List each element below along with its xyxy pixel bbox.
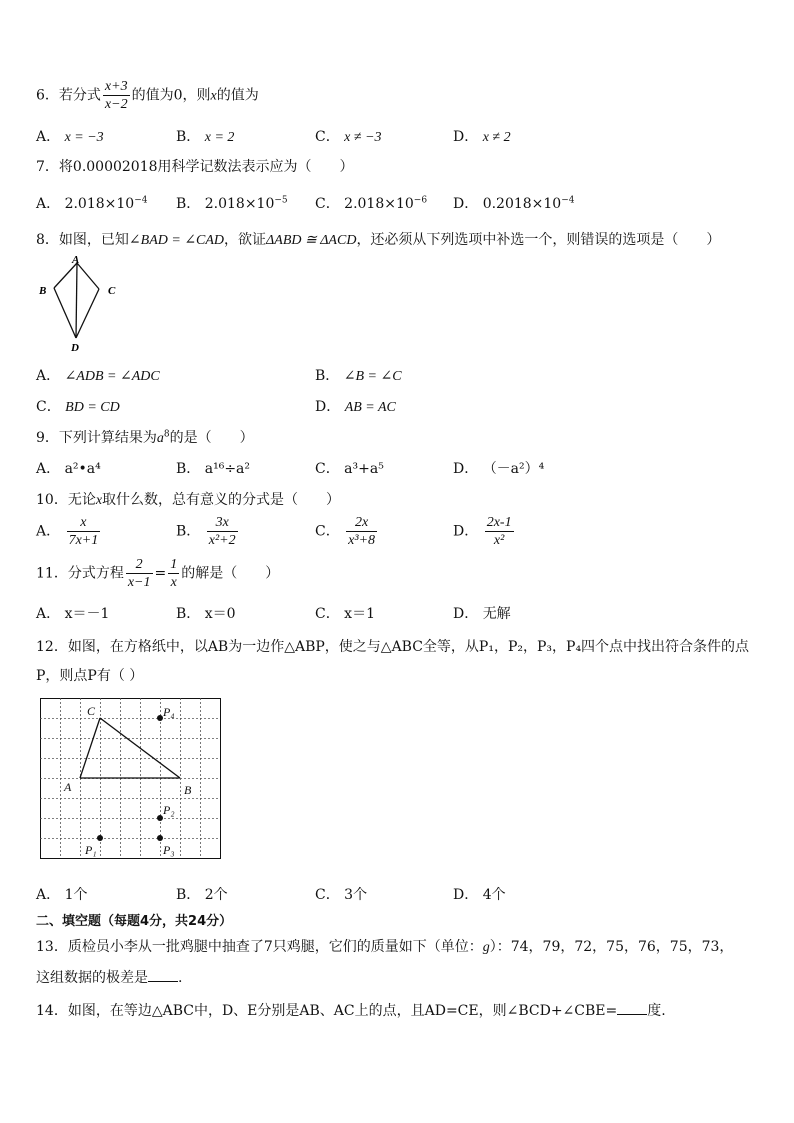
q11-option-b[interactable] — [176, 603, 236, 623]
q12-option-d[interactable] — [453, 884, 506, 904]
q8-opt-a-text: ∠ADB = ∠ADC — [64, 369, 160, 384]
q6-option-c[interactable] — [315, 126, 382, 146]
label-c: C — [87, 704, 96, 718]
q12-opt-b-text: 2个 — [204, 887, 228, 903]
q10-text-post: 取什么数，总有意义的分式是（ ） — [102, 492, 341, 508]
question-13-line-1 — [36, 936, 733, 956]
q12-opt-c-key: C． — [315, 887, 340, 903]
q12-grid-figure — [40, 698, 222, 860]
q6-option-a[interactable] — [36, 126, 104, 146]
q9-opt-b-key: B． — [176, 461, 201, 477]
q13-text-d: . — [178, 970, 183, 986]
q12-option-c[interactable] — [315, 884, 367, 904]
q10-opt-b-key: B． — [176, 523, 201, 540]
q14-answer-blank[interactable] — [617, 1002, 647, 1015]
q7-opt-a-exp: −4 — [134, 195, 148, 206]
q11-opt-d-text: 无解 — [482, 606, 511, 622]
q11-opt-b-key: B． — [176, 606, 201, 622]
q10-opt-c-key: C． — [315, 523, 340, 540]
label-p4: P₄ — [163, 705, 175, 719]
q9-opt-c-text: a³+a⁵ — [344, 461, 384, 477]
q10-text-pre: 10．无论 — [36, 492, 96, 508]
q7-opt-a-key: A． — [36, 196, 61, 212]
q13-answer-blank[interactable] — [148, 969, 178, 982]
segment-bd — [54, 288, 76, 338]
question-6 — [36, 78, 259, 113]
q8-text-mid: ，欲证 — [224, 232, 267, 248]
q10-opt-a-den: 7x+1 — [68, 533, 99, 548]
q14-text-pre: 14．如图，在等边△ABC中，D、E分别是AB、AC上的点，且AD=CE，则∠BCD+∠CBE= — [36, 1003, 618, 1019]
question-13-line-2 — [36, 967, 182, 987]
q9-option-a[interactable] — [36, 458, 101, 478]
q8-text-post: ，还必须从下列选项中补选一个，则错误的选项是（ ） — [356, 232, 721, 248]
q11-left-num: 2 — [126, 556, 153, 574]
q7-opt-b-key: B． — [176, 196, 201, 212]
q8-opt-a-key: A． — [36, 368, 61, 384]
label-c: C — [108, 285, 116, 297]
q10-opt-d-frac — [485, 514, 514, 549]
q7-opt-b-base: 2.018×10 — [204, 196, 275, 212]
q10-opt-b-den: x²+2 — [208, 533, 236, 548]
q11-right-num: 1 — [170, 557, 178, 572]
q8-option-c[interactable] — [36, 396, 120, 416]
q6-text-mid: 的值为0，则 — [131, 87, 211, 104]
segment-ca — [80, 718, 100, 778]
q11-equals: = — [154, 565, 167, 582]
label-a: A — [64, 780, 72, 794]
label-b: B — [39, 285, 47, 297]
q8-opt-c-text: BD = CD — [65, 400, 120, 415]
q10-opt-a-key: A． — [36, 523, 61, 540]
q6-opt-c-text: x ≠ −3 — [344, 130, 382, 145]
q10-var: x — [95, 493, 103, 508]
q11-text-post: 的解是（ ） — [181, 565, 280, 582]
q7-option-a[interactable] — [36, 193, 147, 213]
q11-text-pre: 11．分式方程 — [36, 565, 124, 582]
q10-opt-c-den: x³+8 — [348, 533, 376, 548]
q10-opt-d-den: x² — [493, 533, 505, 548]
q6-opt-d-text: x ≠ 2 — [482, 130, 511, 145]
label-b: B — [184, 783, 192, 797]
q8-opt-b-key: B． — [315, 368, 340, 384]
q13-text-b: ）：74，79，72，75，76，75，73， — [489, 939, 734, 955]
q12-opt-b-key: B． — [176, 887, 201, 903]
q6-text-post: 的值为 — [216, 87, 259, 104]
question-11 — [36, 556, 279, 591]
segment-ab — [54, 263, 77, 288]
q6-option-b[interactable] — [176, 126, 234, 146]
q12-opt-a-text: 1个 — [64, 887, 88, 903]
segment-ac — [77, 263, 99, 289]
q6-opt-a-text: x = −3 — [64, 130, 104, 145]
label-p1: P₁ — [85, 843, 97, 857]
q10-option-a[interactable] — [36, 514, 102, 549]
q6-opt-b-text: x = 2 — [204, 130, 235, 145]
question-7: 7．将0.00002018用科学记数法表示应为（ ） — [36, 159, 354, 175]
q11-right-frac — [168, 556, 179, 591]
q9-opt-d-text: （－a²）⁴ — [482, 461, 545, 477]
q12-opt-d-key: D． — [453, 887, 479, 903]
q7-opt-a-base: 2.018×10 — [64, 196, 135, 212]
q10-opt-d-key: D． — [453, 523, 479, 540]
q11-option-d[interactable] — [453, 603, 511, 623]
q6-number: 6． — [36, 87, 59, 104]
q9-exp: 8 — [163, 429, 170, 440]
q9-opt-d-key: D． — [453, 461, 479, 477]
q11-opt-a-key: A． — [36, 606, 61, 622]
q9-option-b[interactable] — [176, 458, 250, 478]
q11-opt-c-key: C． — [315, 606, 340, 622]
q9-text-post: 的是（ ） — [169, 430, 254, 446]
q7-opt-c-base: 2.018×10 — [344, 196, 414, 212]
q11-opt-d-key: D． — [453, 606, 479, 622]
q12-opt-a-key: A． — [36, 887, 61, 903]
question-14 — [36, 1000, 666, 1020]
q12-option-a[interactable] — [36, 884, 88, 904]
q11-right-den: x — [170, 575, 177, 590]
q7-opt-d-key: D． — [453, 196, 479, 212]
q6-opt-c-key: C． — [315, 129, 340, 145]
q6-opt-d-key: D． — [453, 129, 479, 145]
q8-opt-d-key: D． — [315, 399, 341, 415]
q9-opt-a-text: a²•a⁴ — [64, 461, 101, 477]
q10-opt-b-num: 3x — [207, 514, 238, 532]
q7-opt-d-base: 0.2018×10 — [482, 196, 562, 212]
q10-opt-d-num: 2x-1 — [486, 515, 512, 530]
q14-text-post: 度. — [647, 1003, 666, 1019]
q6-opt-b-key: B． — [176, 129, 201, 145]
q9-opt-c-key: C． — [315, 461, 340, 477]
q8-opt-d-text: AB = AC — [344, 400, 396, 415]
q9-opt-b-text: a¹⁶÷a² — [204, 461, 251, 477]
point-p3 — [157, 835, 163, 841]
q10-opt-c-frac — [346, 514, 377, 549]
q9-opt-a-key: A． — [36, 461, 61, 477]
q6-fraction — [103, 78, 130, 113]
q7-option-c[interactable] — [315, 193, 427, 213]
q8-opt-c-key: C． — [36, 399, 61, 415]
q7-opt-c-key: C． — [315, 196, 340, 212]
q8-kite-figure — [34, 254, 124, 354]
q6-var: x — [210, 88, 217, 104]
q11-opt-b-text: x＝0 — [204, 606, 236, 622]
q10-option-c[interactable] — [315, 514, 379, 549]
q8-triangles: ΔABD ≅ ΔACD — [266, 233, 357, 248]
question-9 — [36, 427, 254, 447]
q12-opt-c-text: 3个 — [344, 887, 368, 903]
label-a: A — [72, 254, 80, 266]
q9-text-pre: 9．下列计算结果为 — [36, 430, 157, 446]
q9-base: a — [156, 431, 164, 446]
q8-opt-b-text: ∠B = ∠C — [343, 369, 402, 384]
q13-text-a: 13．质检员小李从一批鸡腿中抽查了7只鸡腿，它们的质量如下（单位： — [36, 939, 483, 955]
q8-option-d[interactable] — [315, 396, 396, 416]
label-p2: P₂ — [163, 803, 175, 817]
q11-option-a[interactable] — [36, 603, 109, 623]
q9-option-d[interactable] — [453, 458, 544, 478]
q7-opt-b-exp: −5 — [274, 195, 288, 206]
q11-left-frac — [126, 556, 153, 591]
q7-option-d[interactable] — [453, 193, 575, 213]
q6-opt-a-key: A． — [36, 129, 61, 145]
q11-left-den: x−1 — [127, 575, 151, 590]
question-12-line-1: 12．如图，在方格纸中，以AB为一边作△ABP，使之与△ABC全等，从P₁，P₂，P₃，P₄四个点中找出符合条件的点 — [36, 639, 750, 655]
q6-text-pre: 若分式 — [58, 87, 101, 104]
q12-option-b[interactable] — [176, 884, 228, 904]
segment-cb — [100, 718, 180, 778]
q11-opt-a-text: x＝－1 — [64, 606, 110, 622]
segment-cd — [76, 289, 99, 338]
label-d: D — [71, 342, 79, 354]
q13-unit: g — [482, 940, 490, 955]
question-8 — [36, 229, 720, 249]
q10-opt-c-num: 2x — [346, 514, 377, 532]
question-10 — [36, 489, 340, 509]
q8-option-b[interactable] — [315, 365, 402, 385]
label-p3: P₃ — [163, 843, 175, 857]
question-12-line-2: P，则点P有（ ） — [36, 668, 144, 684]
q6-option-d[interactable] — [453, 126, 511, 146]
q6-frac-num: x+3 — [104, 79, 128, 94]
point-p1 — [97, 835, 103, 841]
q13-text-c: 这组数据的极差是 — [36, 970, 148, 986]
q10-option-b[interactable] — [176, 514, 240, 549]
q11-option-c[interactable] — [315, 603, 375, 623]
q7-opt-c-exp: −6 — [413, 195, 428, 206]
segment-ad — [76, 263, 77, 338]
q10-option-d[interactable] — [453, 514, 516, 549]
q9-option-c[interactable] — [315, 458, 384, 478]
q11-opt-c-text: x＝1 — [344, 606, 375, 622]
q8-option-a[interactable] — [36, 365, 160, 385]
q6-frac-den: x−2 — [104, 97, 128, 112]
q7-option-b[interactable] — [176, 193, 288, 213]
q8-condition: ∠BAD = ∠CAD — [128, 233, 225, 248]
q12-opt-d-text: 4个 — [482, 887, 506, 903]
section-2-heading: 二、填空题（每题4分，共24分） — [36, 914, 233, 929]
q10-opt-a-frac — [67, 514, 101, 549]
q10-opt-a-num: x — [67, 514, 101, 532]
q7-opt-d-exp: −4 — [561, 195, 575, 206]
q10-opt-b-frac — [207, 514, 238, 549]
q8-text-pre: 8．如图，已知 — [36, 232, 129, 248]
